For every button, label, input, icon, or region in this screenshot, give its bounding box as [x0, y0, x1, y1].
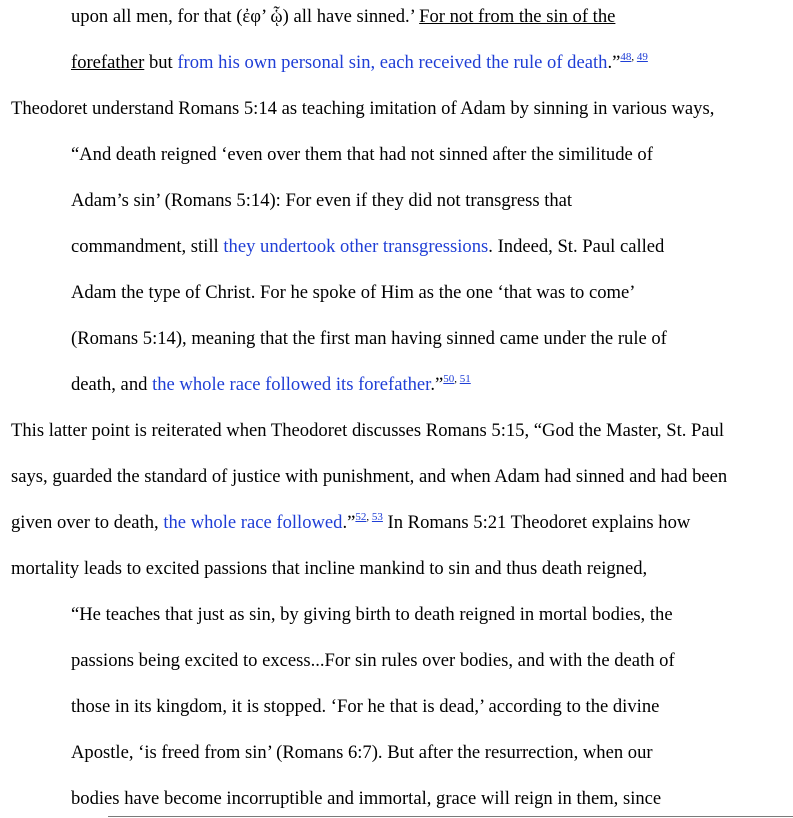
- body-line: [11, 512, 690, 536]
- highlighted-text: the whole race followed: [163, 512, 343, 533]
- quote-line: [71, 190, 572, 212]
- underlined-text: For not from the sin of the: [419, 6, 616, 27]
- quote-line: [71, 650, 675, 672]
- quote-line: [71, 604, 673, 626]
- text-run: “He teaches that just as sin, by giving birth to death reigned in mortal bodies, the: [71, 604, 673, 625]
- highlighted-text: from his own personal sin, each received the rule of death: [177, 52, 608, 73]
- footnote-refs: [355, 511, 383, 523]
- footnote-link-51[interactable]: 51: [459, 373, 471, 385]
- quote-line: [71, 374, 471, 398]
- quote-line: [71, 742, 653, 764]
- text-run: passions being excited to excess...For sin rules over bodies, and with the death of: [71, 650, 675, 671]
- text-run: .”: [342, 512, 356, 533]
- text-run: Adam the type of Christ. For he spoke of Him as the one ‘that was to come’: [71, 282, 636, 303]
- text-run: commandment, still: [71, 236, 224, 257]
- footnote-separator: ,: [454, 373, 460, 385]
- footnote-refs: [443, 373, 471, 385]
- quote-line: [71, 788, 661, 810]
- quote-line: [71, 282, 635, 304]
- quote-line: [71, 52, 648, 76]
- text-run: upon all men, for that (ἐφ’ ᾧ) all have sinned.’: [71, 6, 420, 27]
- body-line: [11, 98, 714, 120]
- footnote-link-49[interactable]: 49: [636, 51, 648, 63]
- body-line: [11, 420, 724, 442]
- text-run: Apostle, ‘is freed from sin’ (Romans 6:7). But after the resurrection, when our: [71, 742, 653, 763]
- quote-line: [71, 236, 664, 258]
- footnote-separator: ,: [631, 51, 637, 63]
- quote-line: [71, 696, 659, 718]
- text-run: death, and: [71, 374, 153, 395]
- text-run: This latter point is reiterated when Theodoret discusses Romans 5:15, “God the Master, St. Paul: [11, 420, 725, 441]
- text-run: those in its kingdom, it is stopped. ‘For he that is dead,’ according to the divine: [71, 696, 660, 717]
- highlighted-text: they undertook other transgressions: [223, 236, 489, 257]
- footnote-refs: [620, 51, 648, 63]
- highlighted-text: the whole race followed its forefather: [152, 374, 431, 395]
- footnote-link-53[interactable]: 53: [371, 511, 383, 523]
- text-run: .”: [607, 52, 621, 73]
- footnote-separator-rule: [108, 816, 793, 817]
- text-run: given over to death,: [11, 512, 164, 533]
- text-run: .”: [430, 374, 444, 395]
- footnote-link-48[interactable]: 48: [620, 51, 632, 63]
- underlined-text: forefather: [71, 52, 145, 73]
- quote-line: [71, 328, 667, 350]
- text-run: Adam’s sin’ (Romans 5:14): For even if they did not transgress that: [71, 190, 573, 211]
- text-run: (Romans 5:14), meaning that the first man having sinned came under the rule of: [71, 328, 667, 349]
- text-run: In Romans 5:21 Theodoret explains how: [382, 512, 691, 533]
- text-run: says, guarded the standard of justice with punishment, and when Adam had sinned and had been: [11, 466, 728, 487]
- text-run: bodies have become incorruptible and immortal, grace will reign in them, since: [71, 788, 662, 809]
- text-run: mortality leads to excited passions that incline mankind to sin and thus death reigned,: [11, 558, 648, 579]
- text-run: but: [144, 52, 178, 73]
- text-run: “And death reigned ‘even over them that had not sinned after the similitude of: [71, 144, 653, 165]
- body-line: [11, 558, 647, 580]
- footnote-link-50[interactable]: 50: [443, 373, 455, 385]
- quote-line: [71, 144, 653, 166]
- footnote-link-52[interactable]: 52: [355, 511, 367, 523]
- footnote-separator: ,: [366, 511, 372, 523]
- body-line: [11, 466, 727, 488]
- quote-line: [71, 6, 615, 28]
- text-run: Theodoret understand Romans 5:14 as teaching imitation of Adam by sinning in various ways,: [11, 98, 715, 119]
- text-run: . Indeed, St. Paul called: [488, 236, 665, 257]
